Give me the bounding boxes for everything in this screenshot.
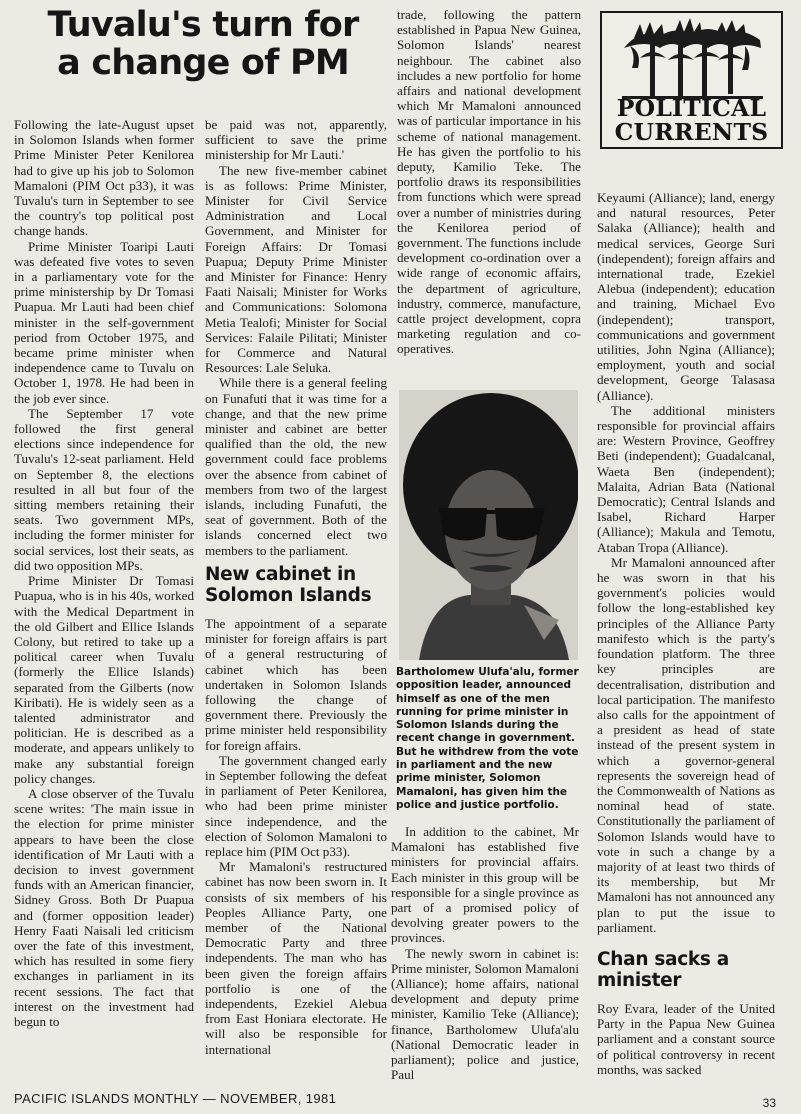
- paragraph: Following the late-August upset in Solomon Islands when former Prime Minister Peter Kenilorea had to give up his job to Solomon Mamaloni (PIM Oct p33), it was Tuvalu's turn in September to see the country's top political post change hands.: [14, 117, 194, 239]
- page-footer: PACIFIC ISLANDS MONTHLY — NOVEMBER, 1981: [14, 1091, 337, 1106]
- political-currents-logo: [600, 11, 783, 149]
- paragraph: Prime Minister Toaripi Lauti was defeated five votes to seven in a parliamentary vote for the prime ministership by Dr Tomasi Puapua. Mr Lauti had been chief minister in the self-government period from October 1975, and became prime minister when independence came to Tuvalu on October 1, 1978. He had been in the job ever since.: [14, 238, 194, 406]
- subhead-new-cabinet: New cabinet in Solomon Islands: [205, 563, 372, 606]
- headline-line-2: a change of PM: [57, 43, 349, 83]
- paragraph: The additional ministers responsible for provincial affairs are: Western Province, Geoffrey Beti (independent); Guadalcanal, Waeta Ben (independent); Malaita, Adrian Bata (National Democratic); Central Islands and Isabel, Richard Harper (Alliance); Makula and Temotu, Ataban Tropa (Alliance).: [597, 402, 775, 555]
- paragraph: Mr Mamaloni announced after he was sworn in that his government's policies would follow the long-established key principles of the Alliance Party manifesto which is the party's foundation platform. The three key principles are decentralisation, distribution and local participation. The manifesto also calls for the appointment of a president as head of state instead of the present system in which a governor-general represents the sovereign head of the Commonwealth of Nations as nominal head of state. Constitutionally the parliament of Solomon Islands would have to vote in such a change by a majority of at least two thirds of its membership, but Mr Mamaloni has not announced any plan to put the issue to parliament.: [597, 554, 775, 935]
- paragraph: In addition to the cabinet, Mr Mamaloni has established five ministers for provincial affairs. Each minister in this group will be responsible for a single province as part of a promised policy of devolving greater powers to the provinces.: [391, 824, 579, 946]
- column-3-top: [397, 7, 581, 357]
- paragraph: trade, following the pattern established in Papua New Guinea, Solomon Islands' nearest neighbour. The cabinet also includes a new portfolio for home affairs and national development which Mr Mamaloni announced was of particular importance in his scheme of national management. He has given the portfolio to his deputy, Kamilio Teke. The portfolio draws its responsibilities from functions which were spread over a number of ministries during the Kenilorea period of government. The functions include development co-ordination over a wide range of economic affairs, the department of agriculture, industry, commerce, manufacture, cattle project development, copra marketing regulation and co-operatives.: [397, 7, 581, 357]
- paragraph: A close observer of the Tuvalu scene writes: 'The main issue in the election for prime minister appears to have been the close identification of Mr Lauti with a decision to invest government funds with an American financier, Sidney Gross. Both Dr Puapua and (former opposition leader) Henry Faati Naisali led criticism over the fate of this investment, which has resulted in some fiery exchanges in parliament in its recent sessions. The fact that interest on the investment had begun to: [14, 785, 194, 1029]
- column-2: [205, 117, 387, 1057]
- paragraph: While there is a general feeling on Funafuti that it was time for a change, and that the new prime minister and cabinet are better qualified than the old, the new government could face problems over the absence from cabinet of members from two of the largest islands, including Funafuti, the seat of government. Both of the islands concerned elect two members to the parliament.: [205, 375, 387, 558]
- photo-caption: Bartholomew Ulufa'alu, former opposition leader, announced himself as one of the men running for prime minister in Solomon Islands during the recent change in government. But he withdrew from the vote in parliament and the new prime minister, Solomon Mamaloni, has given him the police and justice portfolio.: [396, 666, 579, 811]
- paragraph: The September 17 vote followed the first general elections since independence for Tuvalu's 12-seat parliament. Held on September 8, the elections resulted in all but four of the sitting members retaining their seats. Two government MPs, including the former minister for social services, lost their seats, as did two opposition MPs.: [14, 405, 194, 573]
- paragraph: The newly sworn in cabinet is: Prime minister, Solomon Mamaloni (Alliance); home affairs, national development and deputy prime minister, Kamilio Teke (Alliance); finance, Bartholomew Ulufa'alu (National Democratic leader in parliament); police and justice, Paul: [391, 945, 579, 1083]
- subhead-chan-sacks: Chan sacks a minister: [597, 948, 729, 991]
- column-1: [14, 117, 194, 1029]
- logo-word-political: POLITICAL: [616, 94, 767, 122]
- logo-word-currents: CURRENTS: [614, 118, 769, 146]
- headline: [14, 6, 392, 82]
- paragraph: Prime Minister Dr Tomasi Puapua, who is in his 40s, worked with the Medical Department in the old Gilbert and Ellice Islands Colony, but retired to take up a political career when Tuvalu (formerly the Ellice Islands) separated from the Gilberts (now Kiribati). He is widely seen as a talented administrator and politician. He is described as a moderate, and appears unlikely to make any substantial foreign policy changes.: [14, 573, 194, 786]
- page-number: 33: [762, 1096, 776, 1110]
- headline-line-1: Tuvalu's turn for: [47, 5, 359, 45]
- portrait-photo: [399, 390, 578, 660]
- palm-trees-icon: [620, 18, 765, 100]
- paragraph: Mr Mamaloni's restructured cabinet has now been sworn in. It consists of six members of his Peoples Alliance Party, one member of the National Democratic Party and three independents. The man who has been given the foreign affairs portfolio is one of the independents, Ezekiel Alebua from East Honiara electorate. He will also be responsible for international: [205, 859, 387, 1057]
- paragraph: The new five-member cabinet is as follows: Prime Minister, Minister for Civil Service Administration and Local Government, and Minister for Foreign Affairs: Dr Tomasi Puapua; Deputy Prime Minister and Minister for Finance: Henry Faati Naisali; Minister for Works and Communications: Solomona Metia Tealofi; Minister for Social Services: Falaile Pilitati; Minister for Commerce and Natural Resources: Lale Seluka.: [205, 162, 387, 376]
- paragraph: be paid was not, apparently, sufficient to save the prime ministership for Mr Lauti.': [205, 117, 387, 163]
- paragraph: Roy Evara, leader of the United Party in the Papua New Guinea parliament and a constant source of political controversy in recent months, was sacked: [597, 1000, 775, 1077]
- paragraph: The government changed early in September following the defeat in parliament of Peter Kenilorea, who had been prime minister since independence, and the election of Solomon Mamaloni to replace him (PIM Oct p33).: [205, 752, 387, 859]
- paragraph: Keyaumi (Alliance); land, energy and natural resources, Peter Salaka (Alliance); health and medical services, George Suri (independent); foreign affairs and international trade, Ezekiel Alebua (independent); education and training, Michael Evo (independent); transport, communications and government utilities, John Ngina (Alliance); employment, youth and social development, George Talasasa (Alliance).: [597, 190, 775, 403]
- column-3-bottom: [391, 824, 579, 1082]
- paragraph: The appointment of a separate minister for foreign affairs is part of a general restructuring of cabinet which has been undertaken in Solomon Islands following the change of government there. Previously the prime minister held responsibility for foreign affairs.: [205, 615, 387, 753]
- column-4: [597, 190, 775, 1077]
